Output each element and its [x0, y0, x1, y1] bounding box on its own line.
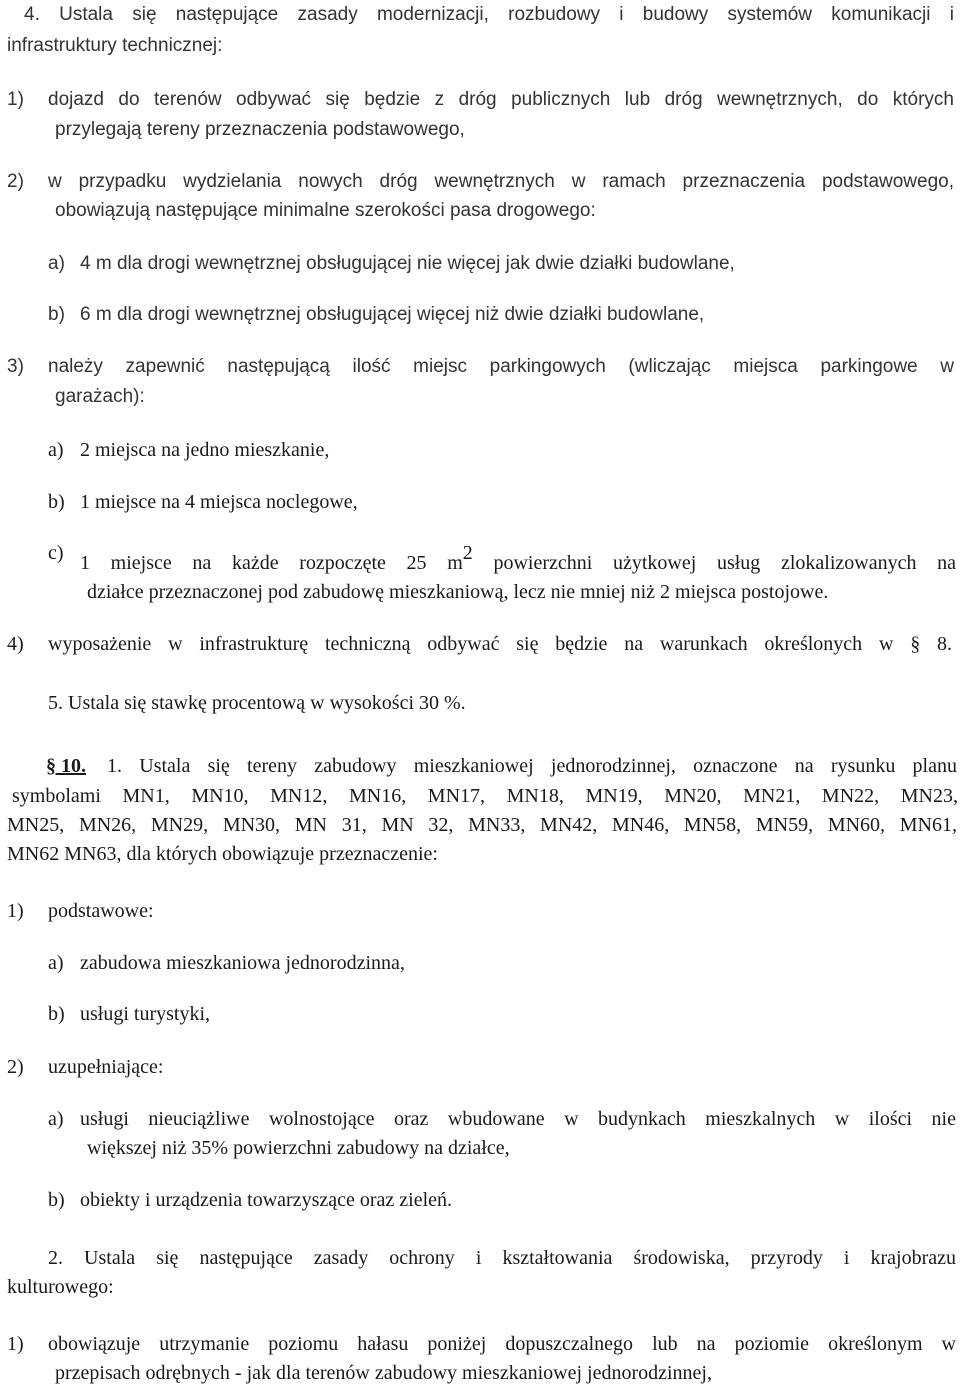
rule-1-line2: przepisach odrębnych - jak dla terenów zabudowy mieszkaniowej jednorodzinnej, [55, 1362, 712, 1384]
purpose-2-number: 2) [7, 1056, 24, 1078]
item-3-number: 3) [7, 356, 24, 377]
section-4-heading-line1: 4. Ustala się następujące zasady modernizacji, rozbudowy i budowy systemów komunikacji i [24, 4, 954, 25]
section-2-line1: 2. Ustala się następujące zasady ochrony i kształtowania środowiska, przyrody i krajobrazu [48, 1247, 956, 1269]
item-2-line1: w przypadku wydzielania nowych dróg wewnętrznych w ramach przeznaczenia podstawowego, [48, 171, 954, 192]
item-3c-superscript: 2 [462, 542, 473, 564]
purpose-1a-text: zabudowa mieszkaniowa jednorodzinna, [80, 952, 405, 974]
item-2a-label: a) [48, 253, 65, 274]
item-3-line1: należy zapewnić następującą ilość miejsc parkingowych (wliczając miejsca parkingowe w [48, 356, 954, 377]
item-4-text: wyposażenie w infrastrukturę techniczną odbywać się będzie na warunkach określonych w § 8. [48, 633, 952, 655]
paragraph-10-line3: MN25, MN26, MN29, MN30, MN 31, MN 32, MN33, MN42, MN46, MN58, MN59, MN60, MN61, [7, 814, 957, 836]
purpose-2b-label: b) [48, 1189, 65, 1211]
item-3a-text: 2 miejsca na jedno mieszkanie, [80, 439, 330, 461]
item-3c-line1 [80, 542, 957, 576]
purpose-2a-line1: usługi nieuciążliwe wolnostojące oraz wbudowane w budynkach mieszkalnych w ilości nie [80, 1108, 956, 1130]
purpose-2b-text: obiekty i urządzenia towarzyszące oraz zieleń. [80, 1189, 453, 1211]
item-3b-text: 1 miejsce na 4 miejsca noclegowe, [80, 491, 358, 513]
item-1-number: 1) [7, 89, 24, 110]
purpose-2a-label: a) [48, 1108, 64, 1130]
paragraph-10-line2: symbolami MN1, MN10, MN12, MN16, MN17, MN18, MN19, MN20, MN21, MN22, MN23, [12, 785, 958, 807]
purpose-1-text: podstawowe: [48, 900, 154, 922]
item-4-number: 4) [7, 633, 24, 655]
item-2a-text: 4 m dla drogi wewnętrznej obsługującej nie więcej jak dwie działki budowlane, [80, 253, 735, 274]
item-3c-text-post: powierzchni użytkowej usług zlokalizowanych na [472, 552, 957, 574]
item-1-line2: przylegają tereny przeznaczenia podstawowego, [55, 119, 465, 140]
item-3c-label: c) [48, 542, 64, 564]
item-3-line2: garażach): [55, 386, 145, 407]
item-3c-text-pre: 1 miejsce na każde rozpoczęte 25 m [80, 552, 463, 574]
rule-1-line1: obowiązuje utrzymanie poziomu hałasu poniżej dopuszczalnego lub na poziomie określonym w [48, 1333, 956, 1355]
item-3c-line2: działce przeznaczonej pod zabudowę mieszkaniową, lecz nie mniej niż 2 miejsca postojowe. [87, 581, 829, 603]
item-3a-label: a) [48, 439, 64, 461]
paragraph-10-line4: MN62 MN63, dla których obowiązuje przeznaczenie: [7, 843, 438, 865]
paragraph-10-heading: § 10. [46, 755, 86, 777]
item-3b-label: b) [48, 491, 65, 513]
purpose-2-text: uzupełniające: [48, 1056, 164, 1078]
section-2-line2: kulturowego: [7, 1276, 114, 1298]
rule-1-number: 1) [7, 1333, 24, 1355]
section-5-text: 5. Ustala się stawkę procentową w wysokości 30 %. [48, 692, 466, 714]
section-4-heading-line2: infrastruktury technicznej: [7, 35, 223, 56]
paragraph-10-line1: 1. Ustala się tereny zabudowy mieszkaniowej jednorodzinnej, oznaczone na rysunku planu [107, 755, 957, 777]
item-1-line1: dojazd do terenów odbywać się będzie z dróg publicznych lub dróg wewnętrznych, do których [48, 89, 954, 110]
purpose-2a-line2: większej niż 35% powierzchni zabudowy na działce, [87, 1137, 510, 1159]
purpose-1b-text: usługi turystyki, [80, 1003, 211, 1025]
item-2-number: 2) [7, 171, 24, 192]
purpose-1b-label: b) [48, 1003, 65, 1025]
item-2-line2: obowiązują następujące minimalne szerokości pasa drogowego: [55, 200, 596, 221]
item-2b-label: b) [48, 304, 65, 325]
item-2b-text: 6 m dla drogi wewnętrznej obsługującej więcej niż dwie działki budowlane, [80, 304, 705, 325]
purpose-1-number: 1) [7, 900, 24, 922]
purpose-1a-label: a) [48, 952, 64, 974]
